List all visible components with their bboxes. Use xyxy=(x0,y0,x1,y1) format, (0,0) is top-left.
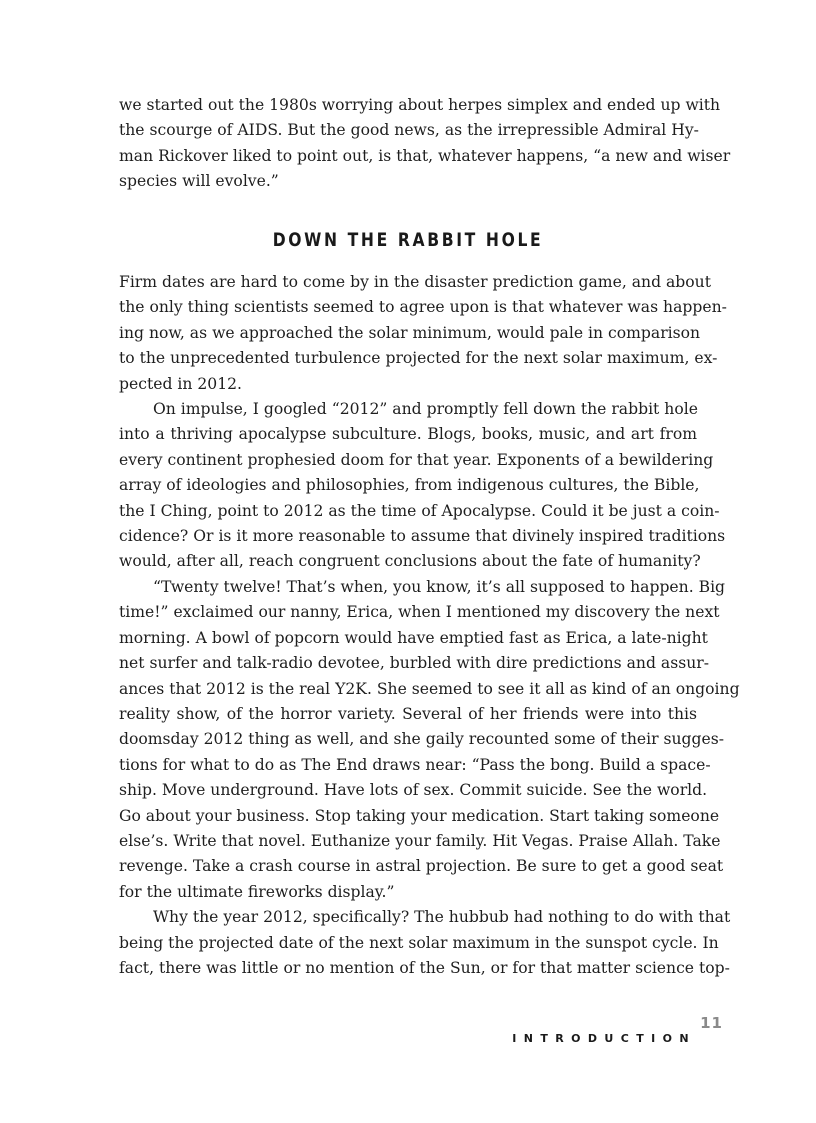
text-line: Why the year 2012, specifically? The hubbub had nothing to do with that xyxy=(153,908,731,927)
text-line: morning. A bowl of popcorn would have emptied fast as Erica, a late-night xyxy=(119,628,708,647)
text-line: “Twenty twelve! That’s when, you know, it’s all supposed to happen. Big xyxy=(153,577,726,596)
text-line: we started out the 1980s worrying about herpes simplex and ended up with xyxy=(119,96,721,114)
text-line: to the unprecedented turbulence projected for the next solar maximum, ex- xyxy=(119,349,718,368)
text-line: man Rickover liked to point out, is that, whatever happens, “a new and wiser xyxy=(119,146,731,165)
text-line: fact, there was little or no mention of the Sun, or for that matter science top- xyxy=(119,958,730,977)
text-line: ances that 2012 is the real Y2K. She seemed to see it all as kind of an ongoing xyxy=(119,679,740,698)
text-line: Firm dates are hard to come by in the disaster prediction game, and about xyxy=(119,273,711,291)
text-line: On impulse, I googled “2012” and promptly fell down the rabbit hole xyxy=(153,400,698,419)
text-line: every continent prophesied doom for that year. Exponents of a bewildering xyxy=(119,450,714,469)
text-line: else’s. Write that novel. Euthanize your family. Hit Vegas. Praise Allah. Take xyxy=(119,831,721,850)
text-line: pected in 2012. xyxy=(119,374,243,393)
main-text xyxy=(119,270,740,981)
text-line: tions for what to do as The End draws near: “Pass the bong. Build a space- xyxy=(119,755,711,774)
running-footer: INTRODUCTION xyxy=(512,1032,696,1045)
text-line: for the ultimate fireworks display.” xyxy=(119,882,395,901)
text-line: ship. Move underground. Have lots of sex. Commit suicide. See the world. xyxy=(119,781,708,800)
text-line: the scourge of AIDS. But the good news, as the irrepressible Admiral Hy- xyxy=(119,121,699,140)
text-line: time!” exclaimed our nanny, Erica, when I mentioned my discovery the next xyxy=(119,603,720,622)
text-line: cidence? Or is it more reasonable to assume that divinely inspired traditions xyxy=(119,527,726,546)
text-line: reality show, of the horror variety. Several of her friends were into this xyxy=(119,704,697,723)
page-number: 11 xyxy=(700,1014,723,1032)
text-line: the I Ching, point to 2012 as the time of Apocalypse. Could it be just a coin- xyxy=(119,501,720,520)
opening-paragraph xyxy=(119,93,731,195)
text-line: being the projected date of the next solar maximum in the sunspot cycle. In xyxy=(119,933,719,952)
text-line: into a thriving apocalypse subculture. Blogs, books, music, and art from xyxy=(119,425,697,444)
text-line: net surfer and talk-radio devotee, burbled with dire predictions and assur- xyxy=(119,654,709,673)
text-line: Go about your business. Stop taking your medication. Start taking someone xyxy=(119,806,720,825)
text-line: would, after all, reach congruent conclusions about the fate of humanity? xyxy=(119,552,701,571)
text-line: revenge. Take a crash course in astral projection. Be sure to get a good seat xyxy=(119,857,724,876)
text-line: array of ideologies and philosophies, from indigenous cultures, the Bible, xyxy=(119,476,700,495)
text-line: ing now, as we approached the solar minimum, would pale in comparison xyxy=(119,323,701,342)
text-line: the only thing scientists seemed to agree upon is that whatever was happen- xyxy=(119,298,727,317)
text-line: species will evolve.” xyxy=(119,172,279,191)
text-line: doomsday 2012 thing as well, and she gaily recounted some of their sugges- xyxy=(119,730,725,749)
section-heading: DOWN THE RABBIT HOLE xyxy=(272,229,544,251)
